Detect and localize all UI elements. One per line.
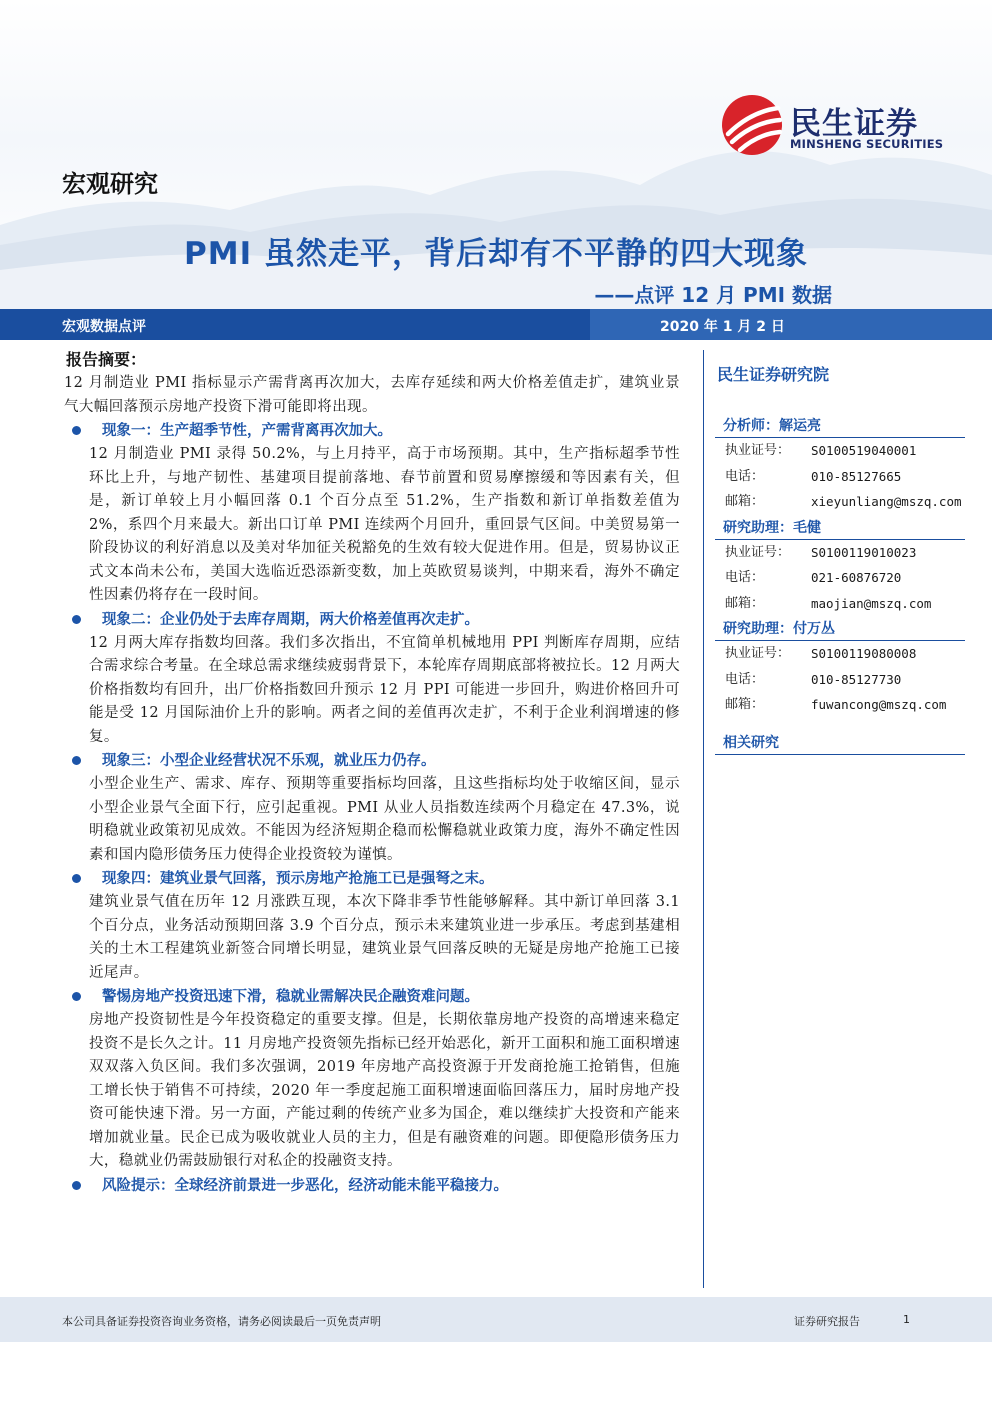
summary-title: 报告摘要：: [66, 350, 147, 369]
report-type-label: 宏观数据点评: [62, 319, 146, 335]
bullet-icon: [72, 1181, 81, 1190]
brand-name-en: MINSHENG SECURITIES: [790, 137, 944, 151]
report-subtitle: ——点评 12 月 PMI 数据: [594, 283, 832, 307]
sidebar: [715, 352, 965, 755]
column-divider: [703, 350, 704, 1288]
page-number: 1: [903, 1313, 910, 1326]
section-body-5: 房地产投资韧性是今年投资稳定的重要支撑。但是，长期依靠房地产投资的高增速来稳定投资不是长久之计。11 月房地产投资领先指标已经开始恶化，新开工面积和施工面积增速双双落入负区间。我们多次强调，2019 年房地产高投资源于开发商抢施工抢销售，但施工增长快于销售不可持续，2020 年一季度起施工面积增速面临回落压力，届时房地产投资可能快速下滑。另一方面，产能过剩的传统产业多为国企，难以继续扩大投资和产能来增加就业量。民企已成为吸收就业人员的主力，但是有融资难的问题。即便隐形债务压力大，稳就业仍需鼓励银行对私企的投融资支持。: [89, 1012, 680, 1169]
section-heading-2: 现象二：企业仍处于去库存周期，两大价格差值再次走扩。: [64, 608, 680, 632]
bullet-icon: [72, 615, 81, 624]
section-heading-3: 现象三：小型企业经营状况不乐观，就业压力仍存。: [64, 749, 680, 773]
summary-column: [64, 348, 680, 1198]
assistant-1-heading: 研究助理：毛健: [715, 517, 965, 540]
section-body-1: 12 月制造业 PMI 录得 50.2%，与上月持平，高于市场预期。其中，生产指标超季节性环比上升，与地产韧性、基建项目提前落地、春节前置和贸易摩擦缓和等因素有关，但是，新订单较上月小幅回落 0.1 个百分点至 51.2%，生产指数和新订单指数差值为 2%，系四个月来最大。新出口订单 PMI 连续两个月回升，重回景气区间。中美贸易第一阶段协议的利好消息以及美对华加征关税豁免的生效有较大促进作用。但是，贸易协议正式文本尚未公布，美国大选临近恐添新变数，加上英欧贸易谈判，中期来看，海外不确定性因素仍将存在一段时间。: [89, 446, 680, 603]
footer-report-type: 证券研究报告: [794, 1315, 860, 1328]
analyst-phone: 电话： 010-85127665: [725, 468, 902, 484]
assistant-1-email[interactable]: 邮箱： maojian@mszq.com: [725, 595, 932, 611]
assistant-1-license: 执业证号： S0100119010023: [725, 544, 917, 560]
institute-name: 民生证券研究院: [717, 365, 830, 384]
section-heading-1: 现象一：生产超季节性，产需背离再次加大。: [64, 419, 680, 443]
section-body-2: 12 月两大库存指数均回落。我们多次指出，不宜简单机械地用 PPI 判断库存周期，应结合需求综合考量。在全球总需求继续疲弱背景下，本轮库存周期底部将被拉长。12 月两大价格指数均有回升，出厂价格指数回升预示 12 月 PPI 可能进一步回升，购进价格回升可能是受 12 月国际油价上升的影响。两者之间的差值再次走扩，不利于企业利润增速的修复。: [89, 634, 680, 745]
analyst-email[interactable]: 邮箱： xieyunliang@mszq.com: [725, 494, 962, 509]
assistant-1-phone: 电话： 021-60876720: [725, 570, 902, 585]
bullet-icon: [72, 426, 81, 435]
report-category: 宏观研究: [62, 170, 158, 198]
bullet-icon: [72, 874, 81, 883]
summary-intro: 12 月制造业 PMI 指标显示产需背离再次加大，去库存延续和两大价格差值走扩，建筑业景气大幅回落预示房地产投资下滑可能即将出现。: [64, 375, 680, 415]
section-body-3: 小型企业生产、需求、库存、预期等重要指标均回落，且这些指标均处于收缩区间，显示小型企业景气全面下行，应引起重视。PMI 从业人员指数连续两个月稳定在 47.3%，说明稳就业政策初见成效。不能因为经济短期企稳而松懈稳就业政策力度，海外不确定性因素和国内隐形债务压力使得企业投资较为谨慎。: [89, 776, 680, 863]
analyst-license: 执业证号： S0100519040001: [725, 443, 917, 458]
report-title: PMI 虽然走平，背后却有不平静的四大现象: [184, 236, 808, 272]
footer-disclaimer: 本公司具备证券投资咨询业务资格，请务必阅读最后一页免责声明: [62, 1315, 381, 1328]
bullet-icon: [72, 992, 81, 1001]
report-date: 2020 年 1 月 2 日: [660, 319, 785, 335]
related-research-heading: 相关研究: [715, 732, 965, 755]
bullet-icon: [72, 756, 81, 765]
title-bar-right: [590, 309, 992, 340]
section-heading-5: 警惕房地产投资迅速下滑，稳就业需解决民企融资难问题。: [64, 985, 680, 1009]
brand-name-cn: 民生证券: [790, 106, 918, 142]
assistant-2-heading: 研究助理：付万丛: [715, 618, 965, 641]
assistant-2-license: 执业证号： S0100119080008: [725, 646, 917, 661]
risk-warning: 风险提示：全球经济前景进一步恶化，经济动能未能平稳接力。: [64, 1174, 680, 1198]
section-body-4: 建筑业景气值在历年 12 月涨跌互现，本次下降非季节性能够解释。其中新订单回落 3.1 个百分点，业务活动预期回落 3.9 个百分点，预示未来建筑业进一步承压。考虑到基建相关的土木工程建筑业新签合同增长明显，建筑业景气回落反映的无疑是房地产抢施工已接近尾声。: [89, 894, 680, 981]
assistant-2-phone: 电话： 010-85127730: [725, 671, 902, 687]
analyst-heading: 分析师：解运亮: [715, 415, 965, 438]
assistant-2-email[interactable]: 邮箱： fuwancong@mszq.com: [725, 697, 947, 712]
section-heading-4: 现象四：建筑业景气回落，预示房地产抢施工已是强弩之末。: [64, 867, 680, 891]
